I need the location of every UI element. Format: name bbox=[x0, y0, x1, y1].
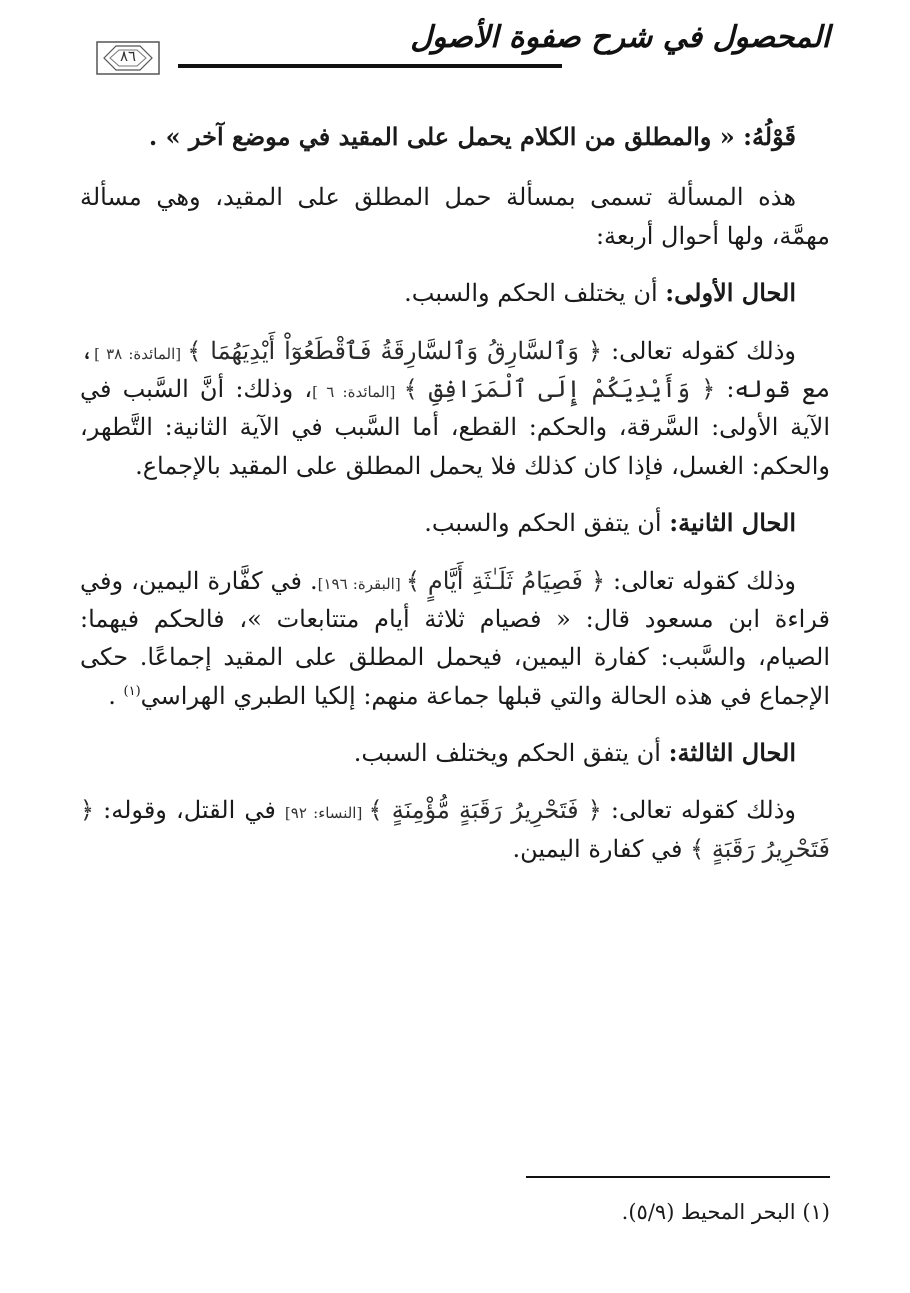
main-text bbox=[80, 118, 830, 887]
case-label: الحال الثانية: bbox=[669, 508, 796, 538]
verse-reference: [النساء: ٩٢] bbox=[284, 804, 369, 823]
verse-reference: [البقرة: ١٩٦] bbox=[317, 574, 406, 593]
body-text: . في كفَّارة اليمين، وفي قراءة ابن مسعود قال: « فصيام ثلاثة أيام متتابعات »، فالحكم فيهما: الصيام، والسَّبب: كفارة اليمين، فيحمل المطلق على المقيد إجماعًا. حكى الإجماع في هذه الحالة والتي قبلها جماعة منهم: إلكيا الطبري الهراسي bbox=[80, 566, 830, 710]
body-text: وذلك كقوله تعالى: bbox=[605, 566, 797, 595]
case-text: أن يتفق الحكم والسبب. bbox=[424, 509, 670, 538]
paragraph-intro: هذه المسألة تسمى بمسألة حمل المطلق على المقيد، وهي مسألة مهمَّة، ولها أحوال أربعة: bbox=[80, 183, 830, 250]
body-text: في القتل، وقوله: bbox=[94, 796, 285, 825]
case-two-body bbox=[80, 562, 830, 716]
case-one-body bbox=[80, 332, 830, 486]
verse-reference: [المائدة: ٣٨ ] bbox=[94, 344, 188, 363]
footnote-rule bbox=[526, 1176, 830, 1178]
case-label: الحال الثالثة: bbox=[668, 738, 796, 768]
case-label: الحال الأولى: bbox=[665, 278, 796, 308]
header-rule bbox=[178, 64, 562, 68]
case-three-body bbox=[80, 791, 830, 868]
body-text: ، مع قوله: bbox=[80, 336, 831, 403]
body-text: . bbox=[108, 681, 124, 710]
case-three-heading bbox=[80, 734, 830, 772]
case-text: أن يختلف الحكم والسبب. bbox=[404, 279, 666, 308]
paragraph-quote bbox=[80, 118, 830, 156]
body-text: في كفارة اليمين. bbox=[512, 834, 691, 863]
quoted-text: « والمطلق من الكلام يحمل على المقيد في موضع آخر » . bbox=[148, 122, 744, 151]
page-number-badge bbox=[96, 40, 160, 76]
verse-reference: [المائدة: ٦ ] bbox=[312, 382, 404, 401]
footnote: (١) البحر المحيط (٥/٩). bbox=[621, 1200, 830, 1224]
body-text: وذلك كقوله تعالى: bbox=[602, 336, 796, 365]
page-header bbox=[0, 0, 910, 100]
body-text: ، وذلك: أنَّ السَّبب في الآية الأولى: السَّرقة، والحكم: القطع، أما السَّبب في الآية الثانية: التَّطهر، والحكم: الغسل، فإذا كان كذلك فلا يحمل المطلق على المقيد بالإجماع. bbox=[80, 374, 830, 480]
quran-verse: ﴿ فَتَحْرِيرُ رَقَبَةٍ ﴾ bbox=[80, 796, 830, 863]
book-title: المحصول في شرح صفوة الأصول bbox=[410, 20, 830, 55]
case-one-heading bbox=[80, 274, 830, 312]
lead-phrase: قَوْلُهُ: bbox=[743, 122, 796, 151]
quran-verse: ﴿ فَتَحْرِيرُ رَقَبَةٍ مُّؤْمِنَةٍ ﴾ bbox=[368, 796, 602, 825]
quran-verse: ﴿ فَصِيَامُ ثَلَـٰثَةِ أَيَّامٍ ﴾ bbox=[405, 566, 606, 595]
page-number: ٨٦ bbox=[119, 47, 137, 65]
footnote-marker[interactable]: (١) bbox=[123, 683, 141, 699]
case-text: أن يتفق الحكم ويختلف السبب. bbox=[353, 739, 669, 768]
case-two-heading bbox=[80, 504, 830, 542]
quran-verse: ﴿ وَٱلسَّارِقُ وَٱلسَّارِقَةُ فَٱقْطَعُوٓاْ أَيْدِيَهُمَا ﴾ bbox=[187, 336, 603, 365]
quran-verse: ﴿ وَأَيْدِيَكُمْ إِلَى ٱلْمَرَافِقِ ﴾ bbox=[403, 374, 716, 403]
body-text: وذلك كقوله تعالى: bbox=[601, 796, 796, 825]
